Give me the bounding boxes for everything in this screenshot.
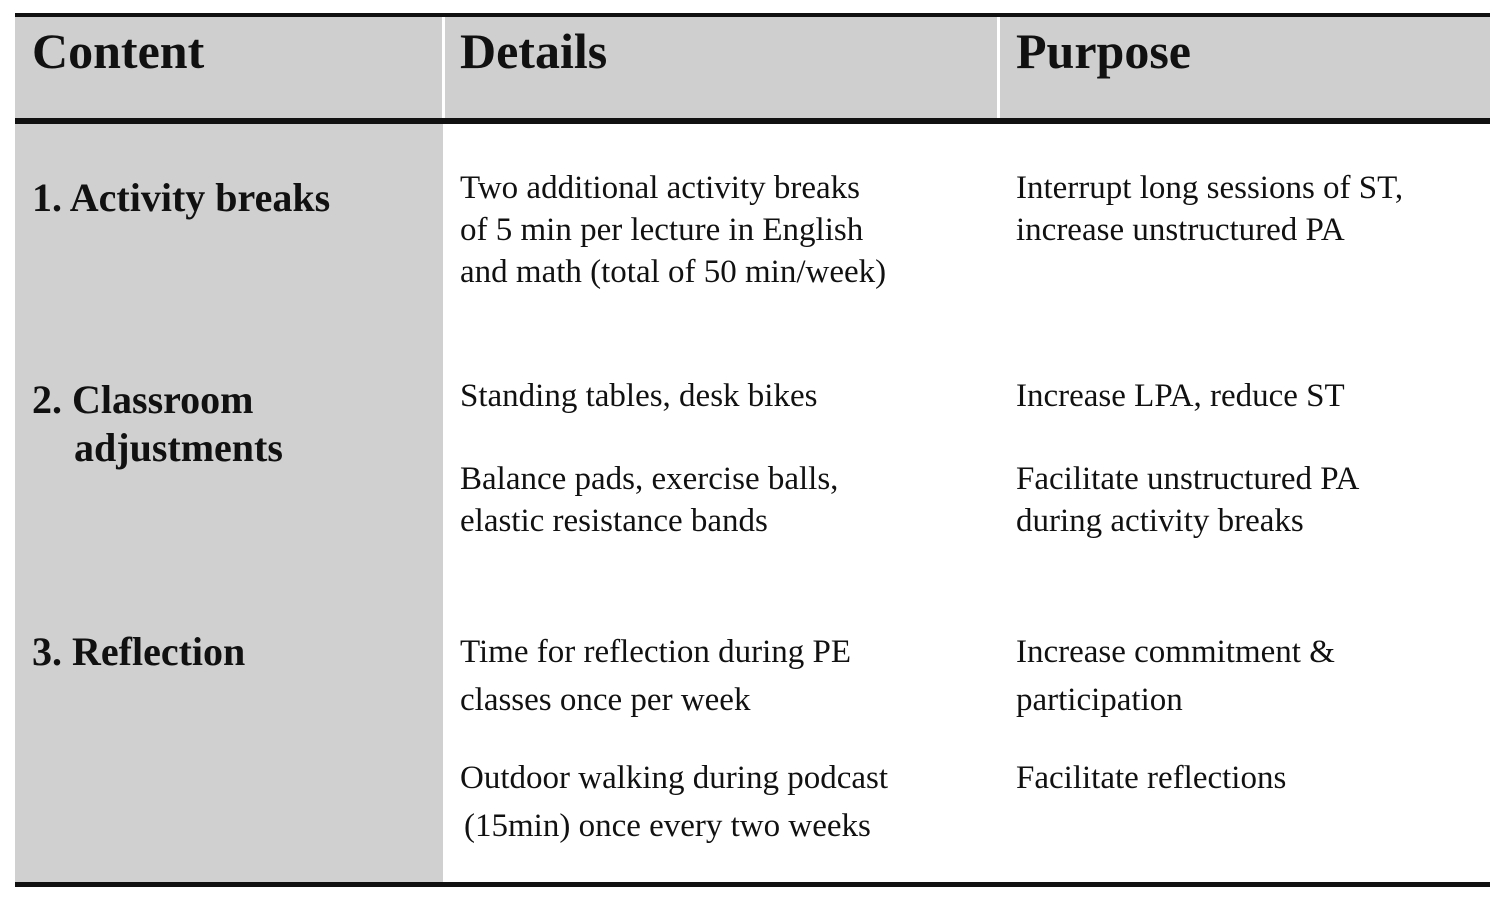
purpose-line: participation xyxy=(1016,682,1183,718)
header-content: Content xyxy=(32,23,205,79)
purpose-increase-lpa xyxy=(1016,375,1345,417)
purpose-line: Interrupt long sessions of ST, xyxy=(1016,170,1404,206)
purpose-line: Increase LPA, reduce ST xyxy=(1016,378,1345,414)
purpose-facilitate-reflections xyxy=(1016,754,1286,802)
details-line: elastic resistance bands xyxy=(460,503,768,539)
header-row xyxy=(15,17,1490,120)
purpose-line: Facilitate unstructured PA xyxy=(1016,461,1360,497)
header-details: Details xyxy=(460,23,608,79)
purpose-line: during activity breaks xyxy=(1016,503,1304,539)
purpose-line: Facilitate reflections xyxy=(1016,760,1287,796)
row-label-reflection xyxy=(32,628,245,676)
row-label-line: 2. Classroom xyxy=(32,377,254,422)
bottom-rule xyxy=(15,882,1490,887)
purpose-facilitate-unstructured-pa xyxy=(1016,458,1359,542)
details-line: Balance pads, exercise balls, xyxy=(460,461,839,497)
details-line: (15min) once every two weeks xyxy=(464,808,871,844)
details-balance-pads xyxy=(460,458,838,542)
purpose-activity-breaks xyxy=(1016,167,1403,251)
details-line: Two additional activity breaks xyxy=(460,170,860,206)
content-column-shading xyxy=(15,124,443,882)
details-activity-breaks xyxy=(460,167,886,293)
details-line: and math (total of 50 min/week) xyxy=(460,254,887,290)
row-label-classroom-adjustments xyxy=(32,376,283,472)
details-line: Outdoor walking during podcast xyxy=(460,760,889,796)
header-rule xyxy=(15,118,1490,124)
row-label-line: adjustments xyxy=(74,425,283,470)
details-line: of 5 min per lecture in English xyxy=(460,212,864,248)
activity-table xyxy=(15,13,1490,889)
header-purpose: Purpose xyxy=(1016,23,1191,79)
row-label-activity-breaks xyxy=(32,174,330,222)
details-line: classes once per week xyxy=(460,682,751,718)
details-line: Time for reflection during PE xyxy=(460,634,852,670)
details-standing-tables xyxy=(460,375,817,417)
details-purpose-divider xyxy=(997,17,1000,882)
details-line: Standing tables, desk bikes xyxy=(460,378,818,414)
details-reflection-time xyxy=(460,628,851,724)
header-column-divider xyxy=(442,17,445,120)
purpose-line: increase unstructured PA xyxy=(1016,212,1345,248)
row-label-line: 3. Reflection xyxy=(32,629,246,674)
purpose-line: Increase commitment & xyxy=(1016,634,1335,670)
details-outdoor-walking xyxy=(460,754,888,850)
row-label-line: 1. Activity breaks xyxy=(32,175,331,220)
purpose-increase-commitment xyxy=(1016,628,1335,724)
